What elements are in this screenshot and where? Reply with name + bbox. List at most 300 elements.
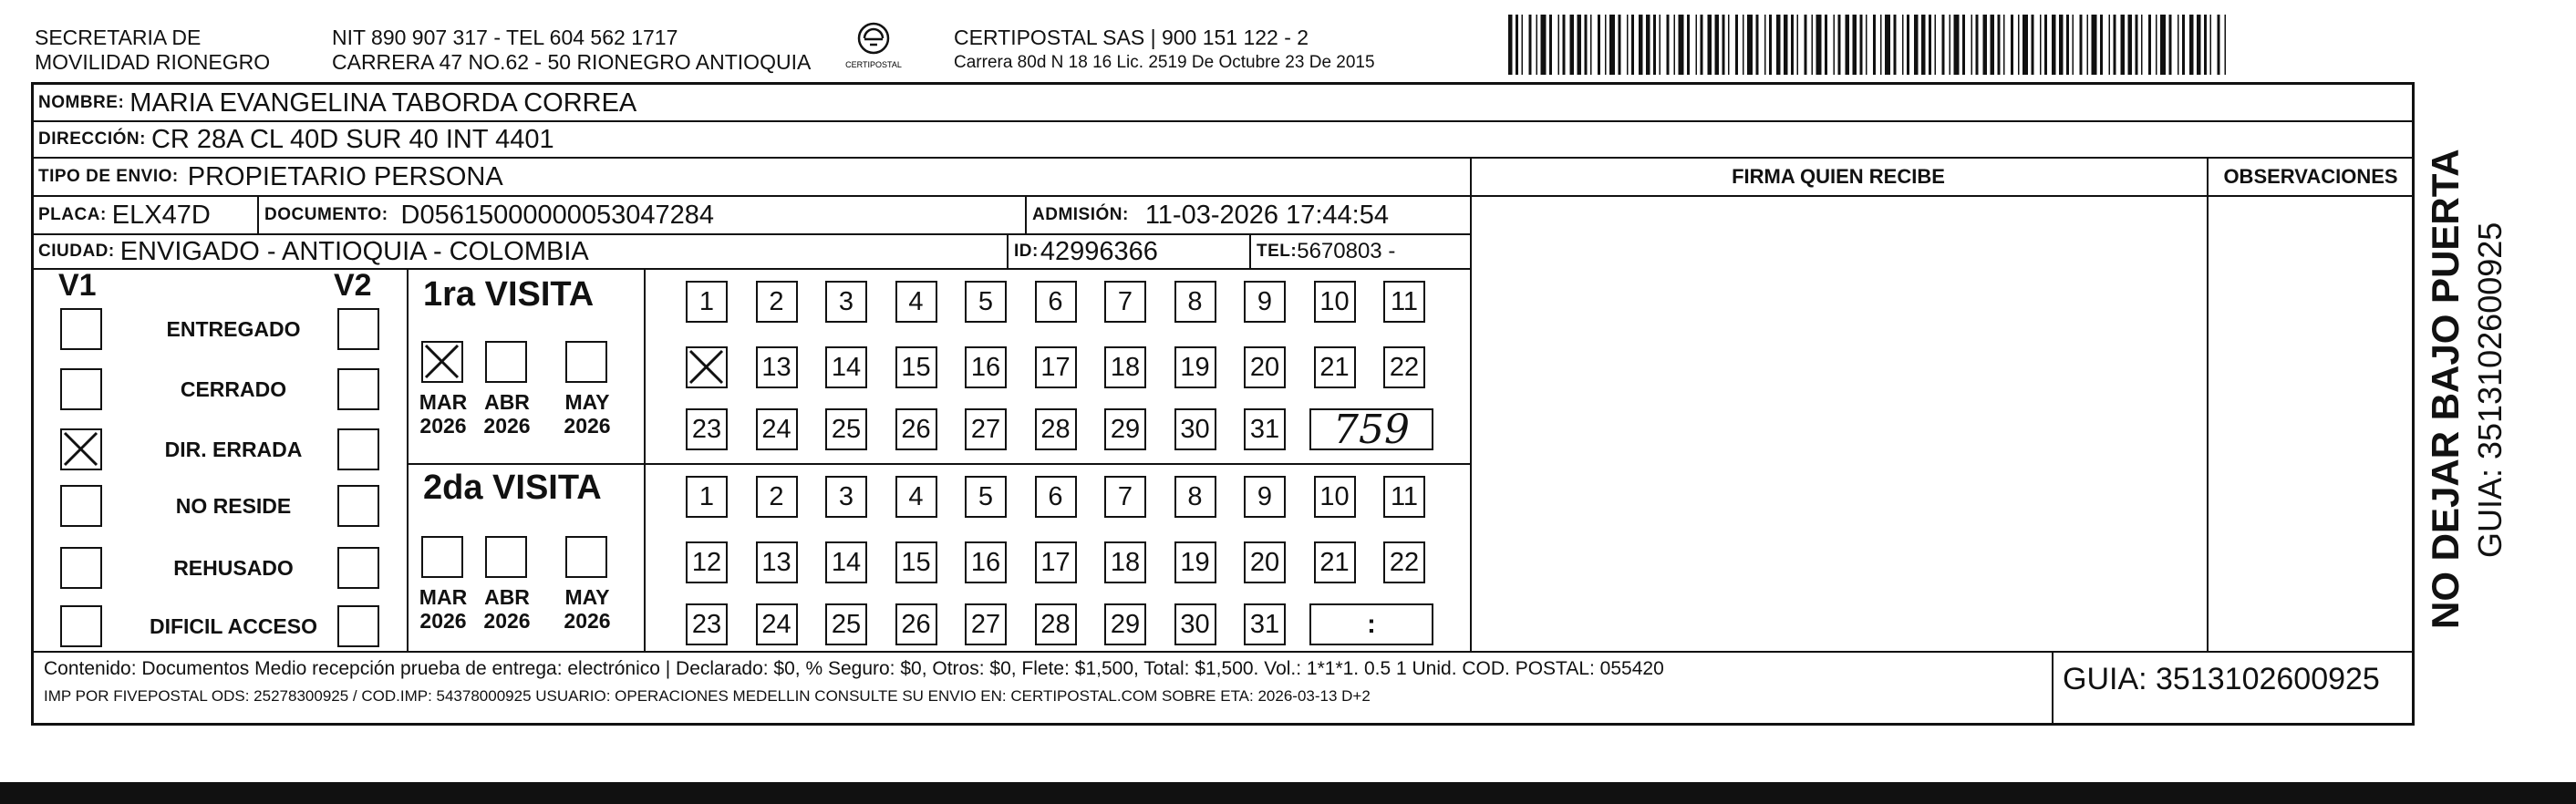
day-box[interactable] (1035, 281, 1077, 323)
barcode-bar (1769, 15, 1772, 75)
month-checkbox[interactable] (421, 536, 463, 578)
day-number: 16 (970, 547, 1001, 577)
day-box[interactable] (1035, 603, 1077, 645)
barcode-bar (1976, 15, 1979, 75)
day-box[interactable] (965, 541, 1007, 583)
day-box[interactable] (1314, 346, 1356, 388)
day-box[interactable] (825, 281, 867, 323)
day-number: 26 (901, 414, 931, 444)
nombre-label: NOMBRE: (38, 93, 125, 112)
day-box[interactable] (756, 281, 798, 323)
barcode-bar (2044, 15, 2047, 75)
day-number: 29 (1110, 414, 1141, 444)
barcode-bar (1797, 15, 1799, 75)
barcode-bar (1536, 15, 1538, 75)
barcode-bar (1563, 15, 1566, 75)
barcode-bar (2182, 15, 2185, 75)
day-number: 9 (1257, 286, 1273, 316)
documento-cell (264, 197, 714, 233)
status-label: CERRADO (180, 377, 287, 401)
day-box[interactable] (1244, 408, 1286, 450)
day-number: 14 (831, 547, 862, 577)
barcode-bar (2018, 15, 2020, 75)
barcode-bar (2032, 15, 2034, 75)
barcode-bar (1812, 15, 1814, 75)
day-box[interactable] (756, 476, 798, 518)
v1-label: V1 (58, 268, 97, 303)
barcode-bar (1950, 15, 1951, 75)
day-box[interactable] (825, 408, 867, 450)
side-guia: GUIA: 3513102600925 (2471, 222, 2509, 558)
barcode-bar (1585, 15, 1588, 75)
direccion-label: DIRECCIÓN: (38, 129, 146, 149)
barcode-bar (1522, 15, 1524, 75)
day-number: 15 (901, 547, 931, 577)
month-name: MAY (564, 585, 610, 609)
barcode-bar (2156, 15, 2157, 75)
observaciones-label: OBSERVACIONES (2223, 165, 2398, 188)
day-box[interactable] (756, 408, 798, 450)
day-box[interactable] (825, 541, 867, 583)
visit-divider (407, 463, 1470, 465)
day-number: 7 (1117, 481, 1133, 511)
month-year: 2026 (483, 414, 531, 438)
barcode-bar (2128, 15, 2133, 75)
barcode-bar (1679, 15, 1684, 75)
first-visit-title: 1ra VISITA (423, 275, 595, 314)
nombre-value: MARIA EVANGELINA TABORDA CORREA (129, 88, 637, 118)
month-year: 2026 (483, 609, 531, 633)
month-divider (644, 268, 646, 651)
day-box[interactable] (756, 346, 798, 388)
barcode-bar (1728, 15, 1730, 75)
barcode-bar (1866, 15, 1867, 75)
footer-contenido: Contenido: Documentos Medio recepción prueba de entrega: electrónico | Declarado: $0, % Seguro: $0, Otros: $0, Flete: $1,500, Total: $1,500. Vol.: 1*1*1. 0.5 1 Unid. COD. POSTAL: 055420 (44, 658, 1664, 679)
barcode-bar (1834, 15, 1836, 75)
day-number: 10 (1319, 481, 1350, 511)
barcode-bar (2225, 15, 2227, 75)
day-number: 2 (769, 481, 784, 511)
day-box[interactable] (686, 408, 728, 450)
day-box[interactable] (1314, 541, 1356, 583)
barcode-bar (1791, 15, 1794, 75)
month-label (476, 585, 538, 633)
day-number: 17 (1040, 352, 1071, 382)
day-box[interactable] (1244, 346, 1286, 388)
day-number: 20 (1249, 547, 1280, 577)
barcode-bar (1701, 15, 1703, 75)
barcode-bar (1998, 15, 2001, 75)
tel-value: 5670803 - (1297, 239, 1396, 263)
month-checkbox[interactable] (421, 341, 463, 383)
barcode-bar (2087, 15, 2089, 75)
ciudad-label: CIUDAD: (38, 242, 115, 261)
barcode-bar (1756, 15, 1759, 75)
month-year: 2026 (419, 609, 467, 633)
day-number: 14 (831, 352, 862, 382)
barcode-bar (1696, 15, 1698, 75)
month-year: 2026 (419, 414, 467, 438)
day-box[interactable] (686, 476, 728, 518)
issuer-line-1: SECRETARIA DE (35, 26, 202, 49)
day-number: 20 (1249, 352, 1280, 382)
day-number: 5 (978, 481, 994, 511)
day-box[interactable] (1314, 281, 1356, 323)
admision-label: ADMISIÓN: (1032, 205, 1129, 224)
placa-value: ELX47D (111, 200, 211, 230)
barcode-bar (1549, 15, 1552, 75)
barcode-bar (1578, 15, 1582, 75)
barcode-bar (1942, 15, 1945, 75)
month-name: MAY (564, 390, 610, 414)
day-box[interactable] (965, 408, 1007, 450)
v2-checkbox[interactable] (337, 547, 379, 589)
month-checkbox[interactable] (485, 536, 527, 578)
barcode (1505, 13, 2234, 77)
day-number: 17 (1040, 547, 1071, 577)
day-number: 23 (691, 414, 722, 444)
documento-label: DOCUMENTO: (264, 205, 388, 224)
day-box[interactable] (1174, 408, 1216, 450)
barcode-bar (2178, 15, 2179, 75)
placa-cell (38, 197, 211, 233)
month-label (556, 585, 618, 633)
barcode-bar (1816, 15, 1822, 75)
barcode-bar (1873, 15, 1876, 75)
barcode-bar (1805, 15, 1807, 75)
day-number: 12 (691, 547, 722, 577)
barcode-bar (1598, 15, 1600, 75)
barcode-bar (2197, 15, 2201, 75)
ciudad-cell (38, 235, 589, 268)
admision-value: 11-03-2026 17:44:54 (1144, 200, 1389, 230)
barcode-bar (1894, 15, 1897, 75)
day-box[interactable] (1104, 408, 1146, 450)
day-number: 11 (1390, 481, 1419, 511)
month-name: ABR (484, 585, 530, 609)
barcode-bar (1619, 15, 1621, 75)
day-number: 26 (901, 609, 931, 639)
barcode-bar (2011, 15, 2013, 75)
barcode-bar (2210, 15, 2212, 75)
day-box[interactable] (825, 603, 867, 645)
day-box[interactable] (895, 603, 937, 645)
day-number: 1 (698, 286, 715, 316)
day-box[interactable] (1174, 281, 1216, 323)
tel-label: TEL: (1257, 242, 1298, 261)
status-divider (407, 268, 409, 651)
barcode-bar (1991, 15, 1995, 75)
barcode-bar (1687, 15, 1690, 75)
barcode-bar (1885, 15, 1890, 75)
month-label (556, 390, 618, 438)
barcode-bar (1838, 15, 1841, 75)
barcode-bar (2141, 15, 2143, 75)
barcode-bar (1962, 15, 1965, 75)
tipo-label: TIPO DE ENVIO: (38, 167, 179, 186)
observaciones-area[interactable] (2209, 197, 2413, 649)
status-label: REHUSADO (173, 556, 294, 580)
day-number: 13 (761, 352, 791, 382)
day-number: 22 (1389, 547, 1420, 577)
day-number: 8 (1187, 286, 1203, 316)
v1-checkbox[interactable] (60, 368, 102, 410)
barcode-bar (1667, 15, 1670, 75)
day-number: 4 (908, 481, 924, 511)
courier-line-1: CERTIPOSTAL SAS | 900 151 122 - 2 (954, 26, 1309, 49)
day-box[interactable] (686, 281, 728, 323)
day-box[interactable] (965, 346, 1007, 388)
v2-label: V2 (334, 268, 372, 303)
day-box[interactable] (1383, 281, 1425, 323)
barcode-bar (1660, 15, 1661, 75)
day-box[interactable] (686, 346, 728, 388)
v1-checkbox[interactable] (60, 308, 102, 350)
barcode-bar (1853, 15, 1857, 75)
day-number: 19 (1180, 547, 1210, 577)
row-divider (31, 268, 1470, 270)
day-number: 5 (978, 286, 994, 316)
day-number: 22 (1389, 352, 1420, 382)
day-box[interactable] (1174, 541, 1216, 583)
barcode-bar (2218, 15, 2220, 75)
barcode-bar (1907, 15, 1909, 75)
day-number: 31 (1249, 414, 1280, 444)
v1-checkbox[interactable] (60, 485, 102, 527)
day-number: 2 (769, 286, 784, 316)
barcode-bar (1954, 15, 1960, 75)
cell-divider (1249, 233, 1251, 268)
time-box[interactable]: : (1309, 603, 1433, 645)
barcode-bar (1935, 15, 1937, 75)
barcode-bar (1609, 15, 1615, 75)
barcode-bar (2003, 15, 2005, 75)
v1-checkbox[interactable] (60, 428, 102, 470)
day-number: 30 (1180, 414, 1210, 444)
day-number: 13 (761, 547, 791, 577)
month-year: 2026 (564, 609, 611, 633)
tipo-row (38, 159, 503, 195)
cell-divider (1025, 195, 1027, 233)
v2-checkbox[interactable] (337, 485, 379, 527)
day-number: 8 (1187, 481, 1203, 511)
day-box[interactable] (1383, 346, 1425, 388)
tipo-value: PROPIETARIO PERSONA (187, 161, 503, 191)
day-number: 3 (838, 481, 854, 511)
day-box[interactable] (686, 603, 728, 645)
day-box[interactable] (825, 346, 867, 388)
bottom-band (0, 782, 2576, 804)
day-number: 29 (1110, 609, 1141, 639)
day-box[interactable] (1383, 476, 1425, 518)
barcode-bar (1570, 15, 1575, 75)
month-checkbox[interactable] (485, 341, 527, 383)
barcode-bar (2052, 15, 2056, 75)
day-box[interactable] (1383, 541, 1425, 583)
day-number: 6 (1048, 481, 1063, 511)
issuer-line-2: MOVILIDAD RIONEGRO (35, 50, 271, 74)
id-cell (1014, 235, 1158, 268)
day-number: 31 (1249, 609, 1280, 639)
day-number: 24 (761, 414, 791, 444)
day-number: 19 (1180, 352, 1210, 382)
barcode-bar (2160, 15, 2166, 75)
nit-block (332, 26, 811, 75)
barcode-bar (2169, 15, 2172, 75)
month-name: MAR (419, 390, 468, 414)
day-number: 21 (1319, 547, 1350, 577)
day-box[interactable] (1244, 476, 1286, 518)
month-checkbox[interactable] (565, 341, 607, 383)
day-number: 27 (970, 414, 1001, 444)
barcode-bar (2136, 15, 2138, 75)
tel-cell (1257, 235, 1395, 268)
barcode-bar (1646, 15, 1650, 75)
issuer-block (35, 26, 270, 75)
cell-divider (257, 195, 259, 233)
day-box[interactable] (895, 281, 937, 323)
day-box[interactable] (756, 541, 798, 583)
day-box[interactable] (1104, 603, 1146, 645)
day-box[interactable] (756, 603, 798, 645)
barcode-bar (1735, 15, 1738, 75)
firma-label: FIRMA QUIEN RECIBE (1732, 165, 1945, 188)
day-box[interactable] (1104, 346, 1146, 388)
day-number: 25 (831, 609, 862, 639)
day-box[interactable] (1104, 541, 1146, 583)
status-label: ENTREGADO (166, 317, 301, 341)
second-visit-title: 2da VISITA (423, 469, 602, 507)
barcode-bar (1708, 15, 1712, 75)
barcode-bar (1846, 15, 1850, 75)
nombre-row (38, 86, 636, 120)
status-label: NO RESIDE (175, 494, 292, 518)
courier-line-2: Carrera 80d N 18 16 Lic. 2519 De Octubre 23 De 2015 (954, 53, 1375, 72)
handwritten-time-box[interactable]: 759 (1309, 408, 1433, 450)
barcode-bar (1605, 15, 1607, 75)
day-number: 1 (698, 481, 715, 511)
day-box[interactable] (895, 476, 937, 518)
day-box[interactable] (825, 476, 867, 518)
day-box[interactable] (1244, 281, 1286, 323)
barcode-bar (1508, 15, 1513, 75)
barcode-bar (1902, 15, 1904, 75)
barcode-bar (2189, 15, 2194, 75)
day-number: 16 (970, 352, 1001, 382)
barcode-bar (1743, 15, 1744, 75)
documento-value: D05615000000053047284 (400, 200, 715, 230)
day-number: 3 (838, 286, 854, 316)
day-box[interactable] (1104, 281, 1146, 323)
day-box[interactable] (1174, 346, 1216, 388)
day-box[interactable] (895, 346, 937, 388)
month-checkbox[interactable] (565, 536, 607, 578)
barcode-bar (1825, 15, 1827, 75)
day-number: 4 (908, 286, 924, 316)
day-box[interactable] (1035, 541, 1077, 583)
day-box[interactable] (1035, 408, 1077, 450)
day-box[interactable] (1244, 603, 1286, 645)
day-number: 9 (1257, 481, 1273, 511)
footer-guia: GUIA: 3513102600925 (2063, 662, 2380, 696)
barcode-bar (2121, 15, 2126, 75)
day-box[interactable] (686, 541, 728, 583)
day-number: 25 (831, 414, 862, 444)
day-box[interactable] (1035, 346, 1077, 388)
day-box[interactable] (1174, 476, 1216, 518)
month-year: 2026 (564, 414, 611, 438)
footer-guia-divider (2052, 651, 2054, 726)
day-box[interactable] (895, 408, 937, 450)
id-label: ID: (1014, 242, 1039, 261)
barcode-bar (1715, 15, 1720, 75)
barcode-bar (2109, 15, 2111, 75)
status-label: DIR. ERRADA (164, 438, 303, 461)
barcode-bar (1674, 15, 1676, 75)
barcode-bar (2066, 15, 2069, 75)
barcode-bar (1631, 15, 1634, 75)
v2-checkbox[interactable] (337, 428, 379, 470)
footer-divider (31, 651, 2415, 653)
day-box[interactable] (895, 541, 937, 583)
barcode-bar (1590, 15, 1592, 75)
day-box[interactable] (965, 476, 1007, 518)
side-notice: NO DEJAR BAJO PUERTA (2424, 149, 2467, 629)
barcode-bar (2023, 15, 2028, 75)
barcode-bar (1921, 15, 1926, 75)
barcode-bar (1529, 15, 1532, 75)
barcode-bar (1639, 15, 1643, 75)
id-value: 42996366 (1040, 236, 1158, 266)
day-number: 10 (1319, 286, 1350, 316)
v2-checkbox[interactable] (337, 605, 379, 647)
day-box[interactable] (1174, 603, 1216, 645)
direccion-value: CR 28A CL 40D SUR 40 INT 4401 (150, 124, 554, 154)
day-box[interactable] (965, 603, 1007, 645)
barcode-bar (1929, 15, 1931, 75)
barcode-bar (1776, 15, 1781, 75)
barcode-bar (2080, 15, 2083, 75)
v2-checkbox[interactable] (337, 368, 379, 410)
barcode-bar (2100, 15, 2103, 75)
v1-checkbox[interactable] (60, 605, 102, 647)
v2-checkbox[interactable] (337, 308, 379, 350)
month-name: MAR (419, 585, 468, 609)
day-box[interactable] (1244, 541, 1286, 583)
logo-text: CERTIPOSTAL (845, 60, 902, 69)
day-box[interactable] (1035, 476, 1077, 518)
barcode-bar (2040, 15, 2042, 75)
v1-checkbox[interactable] (60, 547, 102, 589)
day-box[interactable] (1314, 476, 1356, 518)
barcode-bar (1914, 15, 1919, 75)
barcode-bar (1653, 15, 1656, 75)
day-box[interactable] (965, 281, 1007, 323)
barcode-bar (2114, 15, 2116, 75)
status-label: DIFICIL ACCESO (149, 614, 317, 638)
certipostal-logo (837, 20, 910, 71)
month-label (412, 585, 474, 633)
barcode-bar (2148, 15, 2151, 75)
day-number: 23 (691, 609, 722, 639)
courier-block (954, 26, 1375, 75)
barcode-bar (1541, 15, 1547, 75)
cell-divider (1007, 233, 1009, 268)
barcode-bar (1971, 15, 1973, 75)
barcode-bar (1784, 15, 1788, 75)
signature-area[interactable] (1472, 197, 2205, 649)
day-box[interactable] (1104, 476, 1146, 518)
